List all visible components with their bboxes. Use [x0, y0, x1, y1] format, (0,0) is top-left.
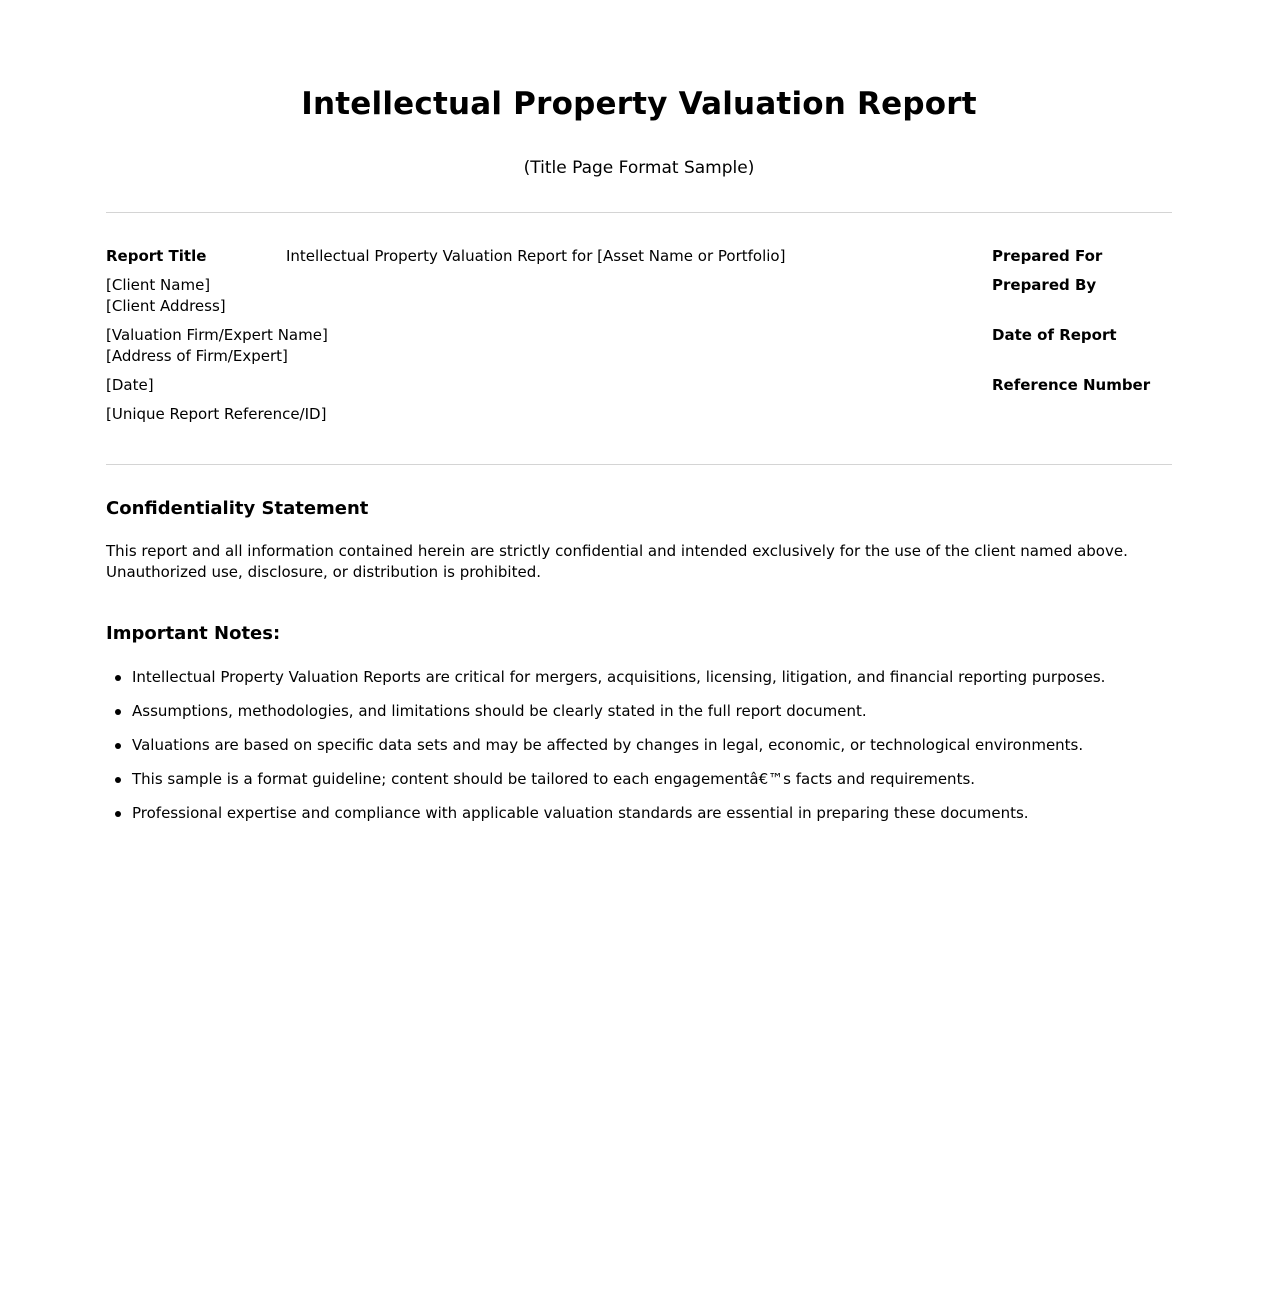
list-item [106, 735, 1172, 769]
notes-list [106, 667, 1172, 837]
list-item [106, 667, 1172, 701]
client-address: [Client Address] [106, 297, 226, 315]
page-subtitle: (Title Page Format Sample) [523, 158, 755, 178]
note-text: Valuations are based on specific data sets and may be affected by changes in legal, economic, or technological environments. [132, 736, 1084, 754]
bullet-icon [115, 675, 121, 681]
bullet-icon [115, 811, 121, 817]
top-divider [106, 212, 1172, 213]
firm-name: [Valuation Firm/Expert Name] [106, 326, 328, 344]
page-title: Intellectual Property Valuation Report [301, 86, 977, 122]
list-item [106, 769, 1172, 803]
notes-heading: Important Notes: [106, 623, 281, 644]
report-title-value: Intellectual Property Valuation Report for [Asset Name or Portfolio] [286, 247, 786, 265]
note-text: Intellectual Property Valuation Reports are critical for mergers, acquisitions, licensing, litigation, and financial reporting purposes. [132, 668, 1106, 686]
confidentiality-text: This report and all information contained herein are strictly confidential and intended exclusively for the use of the client named above. Unauthorized use, disclosure, or distribution is prohibited. [106, 542, 1128, 581]
prepared-for-label: Prepared For [992, 247, 1103, 265]
firm-address: [Address of Firm/Expert] [106, 347, 288, 365]
reference-number-label: Reference Number [992, 376, 1151, 394]
client-name: [Client Name] [106, 276, 211, 294]
date-of-report-label: Date of Report [992, 326, 1117, 344]
confidentiality-heading: Confidentiality Statement [106, 498, 369, 519]
bullet-icon [115, 709, 121, 715]
report-title-label: Report Title [106, 247, 207, 265]
list-item [106, 701, 1172, 735]
bullet-icon [115, 777, 121, 783]
prepared-by-label: Prepared By [992, 276, 1097, 294]
note-text: Professional expertise and compliance with applicable valuation standards are essential in preparing these documents. [132, 804, 1029, 822]
middle-divider [106, 464, 1172, 465]
list-item [106, 803, 1172, 837]
note-text: Assumptions, methodologies, and limitations should be clearly stated in the full report document. [132, 702, 867, 720]
reference-value: [Unique Report Reference/ID] [106, 405, 327, 423]
bullet-icon [115, 743, 121, 749]
note-text: This sample is a format guideline; content should be tailored to each engagementâ€™s facts and requirements. [132, 770, 976, 788]
date-value: [Date] [106, 376, 154, 394]
